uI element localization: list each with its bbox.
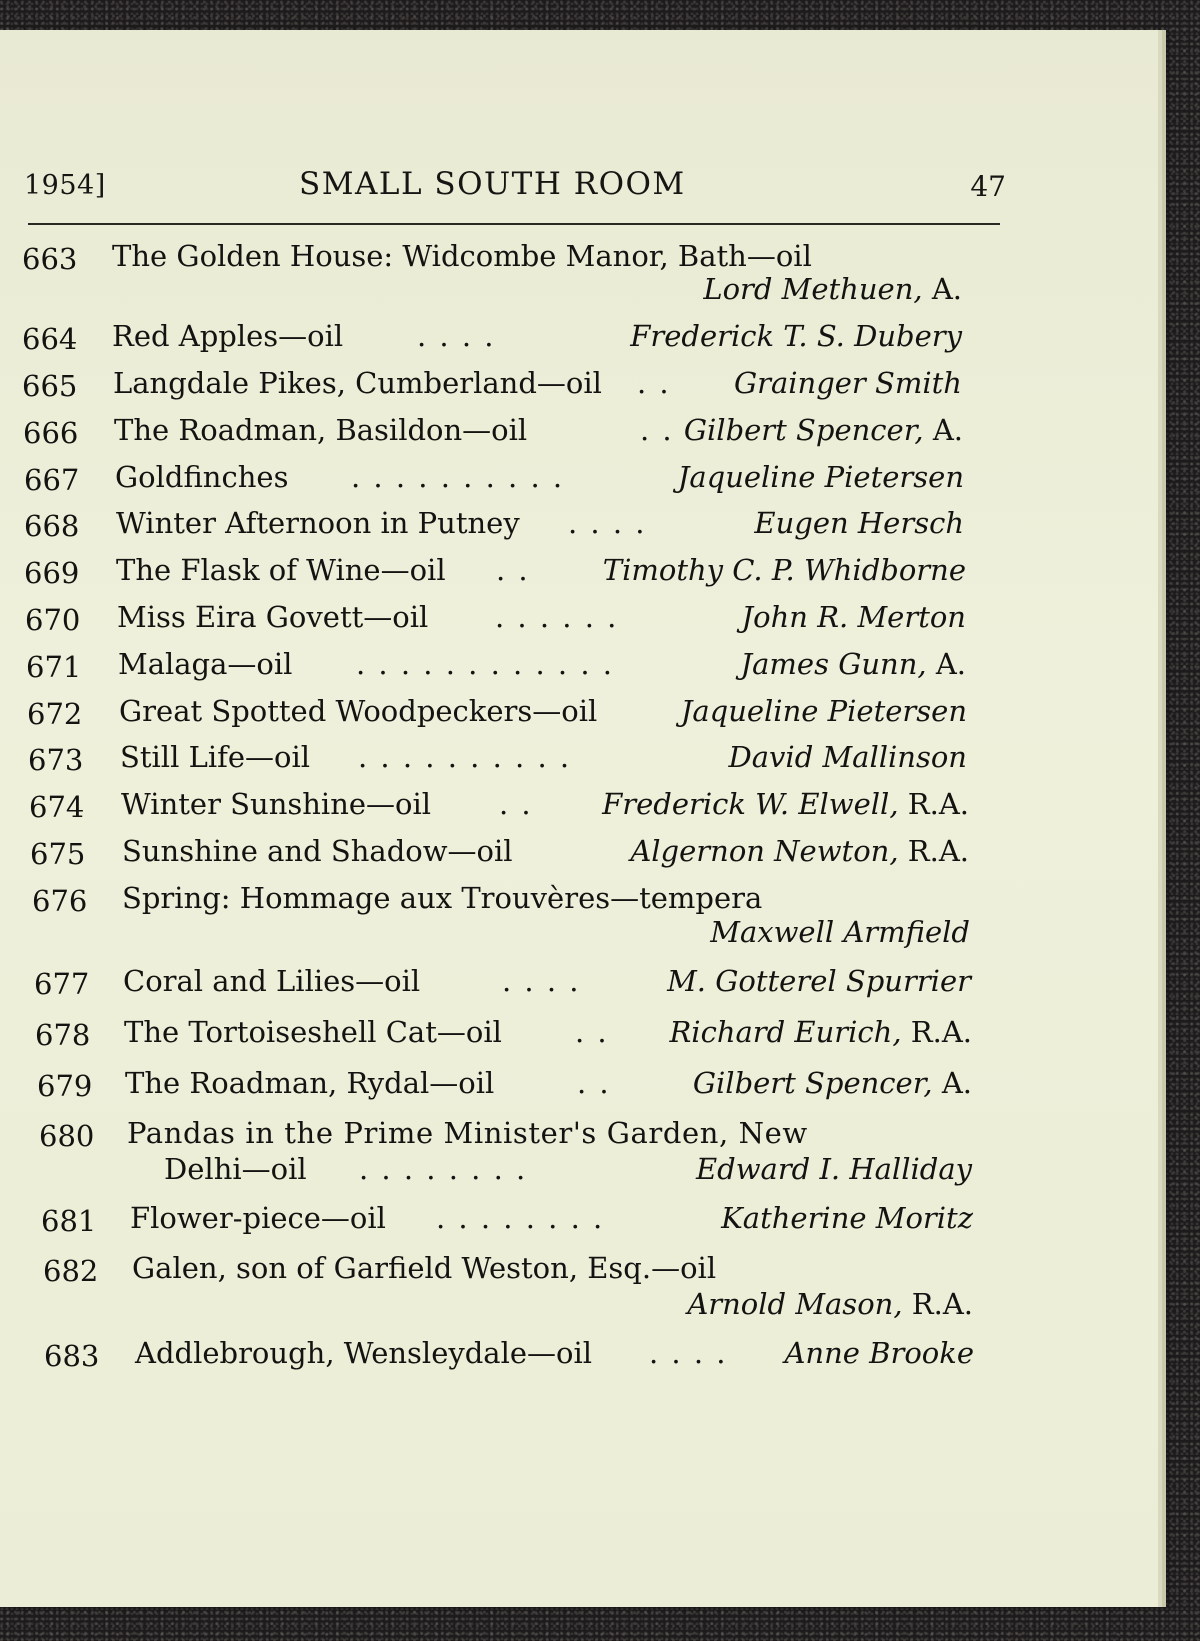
catalogue-entry-666: [23, 412, 963, 448]
entry-number: 682: [43, 1254, 99, 1288]
catalogue-entry-675: [30, 833, 969, 869]
entry-artist: Eugen Hersch: [754, 506, 964, 540]
catalogue-entry-671: [26, 646, 966, 682]
entry-title: The Flask of Wine—oil: [116, 553, 446, 587]
leader-dots: . . . . . . . . . . . .: [356, 647, 615, 681]
catalogue-entry-672: [27, 693, 967, 729]
page-title: SMALL SOUTH ROOM: [299, 166, 686, 202]
entry-artist: Lord Methuen, A.: [703, 272, 962, 306]
entry-number: 678: [35, 1018, 91, 1052]
entry-artist: Jaqueline Pietersen: [677, 460, 964, 494]
catalogue-entry-665: [22, 365, 962, 401]
catalogue-entry-678: [35, 1014, 972, 1050]
entry-number: 680: [39, 1119, 95, 1153]
entry-title: Winter Sunshine—oil: [121, 787, 432, 821]
entry-number: 675: [30, 837, 86, 871]
leader-dots: . .: [637, 366, 671, 400]
entry-title: Malaga—oil: [118, 647, 293, 681]
entry-title: Red Apples—oil: [112, 319, 344, 353]
entry-title: Langdale Pikes, Cumberland—oil: [113, 366, 602, 400]
entry-number: 677: [34, 967, 90, 1001]
entry-artist: Richard Eurich, R.A.: [669, 1015, 972, 1049]
entry-number: 666: [23, 416, 79, 450]
entry-title: Sunshine and Shadow—oil: [122, 834, 513, 868]
entry-artist: Gilbert Spencer, A.: [683, 413, 963, 447]
entry-title: Still Life—oil: [120, 740, 311, 774]
catalogue-entry-680: [39, 1115, 972, 1187]
entry-artist: Gilbert Spencer, A.: [692, 1066, 972, 1100]
entry-number: 667: [24, 463, 80, 497]
leader-dots: . . . . . . . . . .: [351, 460, 565, 494]
entry-title: Addlebrough, Wensleydale—oil: [135, 1336, 593, 1370]
catalogue-entry-682: [43, 1250, 973, 1322]
entry-artist: David Mallinson: [728, 740, 967, 774]
entry-title: Goldfinches: [115, 460, 289, 494]
entry-artist: Arnold Mason, R.A.: [687, 1287, 973, 1321]
catalogue-entry-683: [44, 1335, 974, 1371]
entry-artist: Grainger Smith: [733, 366, 962, 400]
entry-title: Miss Eira Govett—oil: [117, 600, 429, 634]
leader-dots: . .: [499, 787, 533, 821]
catalogue-entry-673: [28, 739, 967, 775]
entry-number: 664: [22, 322, 78, 356]
entry-artist: Algernon Newton, R.A.: [630, 834, 969, 868]
leader-dots: . . . .: [417, 319, 496, 353]
entry-title: Flower-piece—oil: [130, 1201, 386, 1235]
leader-dots: . . . . . . . . . .: [358, 740, 572, 774]
leader-dots: . .: [640, 413, 674, 447]
catalogue-entry-674: [29, 786, 969, 822]
entry-artist: Anne Brooke: [784, 1336, 974, 1370]
entry-artist: Maxwell Armfield: [710, 915, 970, 949]
entry-title: The Roadman, Rydal—oil: [125, 1066, 495, 1100]
leader-dots: . . . .: [649, 1336, 728, 1370]
entry-title: The Roadman, Basildon—oil: [114, 413, 528, 447]
catalogue-entry-668: [24, 505, 964, 541]
entry-artist: Timothy C. P. Whidborne: [602, 553, 966, 587]
entry-number: 679: [37, 1069, 93, 1103]
leader-dots: . . . . . . . .: [359, 1152, 528, 1186]
entry-title: Coral and Lilies—oil: [123, 964, 421, 998]
entry-title: Great Spotted Woodpeckers—oil: [119, 694, 598, 728]
entry-number: 671: [26, 650, 82, 684]
entry-title: Winter Afternoon in Putney: [116, 506, 520, 540]
catalogue-entry-677: [34, 963, 971, 999]
entry-artist: Frederick W. Elwell, R.A.: [602, 787, 969, 821]
entry-title: Pandas in the Prime Minister's Garden, New: [127, 1116, 808, 1150]
catalogue-entry-676: [32, 880, 970, 952]
leader-dots: . .: [496, 553, 530, 587]
entry-artist: M. Gotterel Spurrier: [667, 964, 971, 998]
catalogue-entry-667: [24, 459, 964, 495]
entry-number: 672: [27, 697, 83, 731]
header-year: 1954]: [24, 170, 106, 201]
entry-number: 669: [24, 556, 80, 590]
leader-dots: . .: [577, 1066, 611, 1100]
entry-number: 668: [24, 509, 80, 543]
entry-title: Spring: Hommage aux Trouvères—tempera: [122, 881, 763, 915]
leader-dots: . . . . . . . .: [436, 1201, 605, 1235]
entry-artist: James Gunn, A.: [740, 647, 966, 681]
entry-artist: Frederick T. S. Dubery: [630, 319, 962, 353]
entry-artist: John R. Merton: [741, 600, 966, 634]
entry-number: 673: [28, 743, 84, 777]
entry-number: 663: [22, 242, 78, 276]
catalogue-entry-669: [24, 552, 966, 588]
entry-artist: Jaqueline Pietersen: [680, 694, 967, 728]
entry-title: Galen, son of Garfield Weston, Esq.—oil: [132, 1251, 717, 1285]
catalogue-entry-670: [25, 599, 966, 635]
leader-dots: . . . .: [502, 964, 581, 998]
entry-number: 665: [22, 369, 78, 403]
entry-number: 670: [25, 603, 81, 637]
entry-artist: Edward I. Halliday: [695, 1152, 972, 1186]
catalogue-entries: [0, 30, 1158, 1607]
catalogue-page: [0, 30, 1158, 1607]
entry-artist: Katherine Moritz: [721, 1201, 973, 1235]
entry-number: 681: [41, 1204, 97, 1238]
page-number: 47: [970, 170, 1006, 203]
catalogue-entry-663: [22, 238, 962, 310]
leader-dots: . .: [575, 1015, 609, 1049]
entry-number: 683: [44, 1339, 100, 1373]
entry-title: The Golden House: Widcombe Manor, Bath—oil: [112, 239, 812, 273]
catalogue-entry-679: [37, 1065, 972, 1101]
catalogue-entry-664: [22, 318, 962, 354]
catalogue-entry-681: [41, 1200, 973, 1236]
entry-number: 674: [29, 790, 85, 824]
leader-dots: . . . . . .: [495, 600, 619, 634]
entry-title: The Tortoiseshell Cat—oil: [124, 1015, 502, 1049]
leader-dots: . . . .: [568, 506, 647, 540]
entry-number: 676: [32, 884, 88, 918]
entry-title-continued: Delhi—oil: [164, 1152, 307, 1186]
